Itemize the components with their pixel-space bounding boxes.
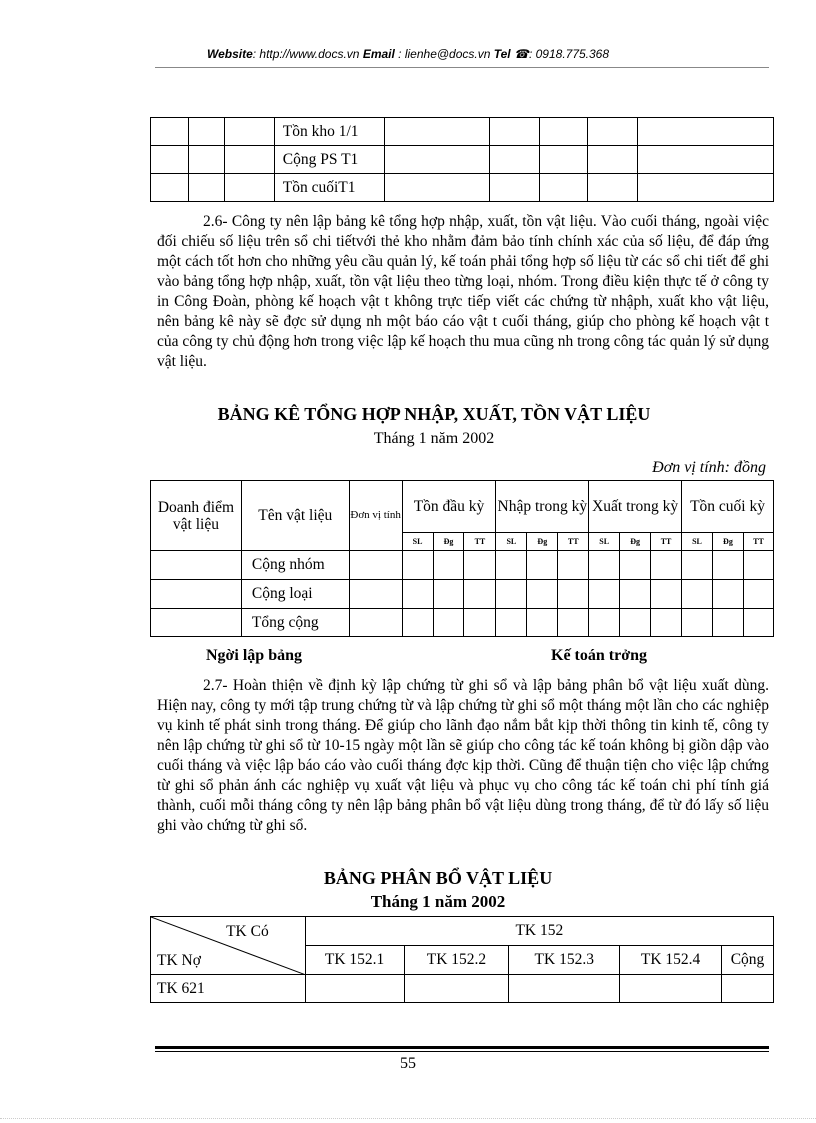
sub-header: TT <box>464 533 496 551</box>
col-header: TK 152.4 <box>620 946 722 975</box>
sub-header: SL <box>402 533 433 551</box>
alloc-subtitle: Tháng 1 năm 2002 <box>370 892 506 911</box>
summary-subtitle: Tháng 1 năm 2002 <box>373 430 495 447</box>
page-header <box>0 47 816 61</box>
phone-icon: ☎ <box>514 47 529 61</box>
tk-no-label: TK Nợ <box>157 952 201 969</box>
paragraph-text: 2.7- Hoàn thiện về định kỳ lập chứng từ ghi sổ và lập bảng phân bổ vật liệu xuất dùng. Hiện nay, công ty mới tập trung chứng từ và lập chứng từ ghi sổ một tháng một lần cho các nghiệp vụ kinh tế phát sinh trong tháng. Để giúp cho lãnh đạo nắm bắt kịp thời thông tin kinh tế, công ty nên lập chứng từ ghi sổ từ 10-15 ngày một lần sẽ giúp cho công tác kế toán không bị giồn dập vào cuối tháng và việc lập báo cáo vào cuối tháng đợc kịp thời. Cũng để thuận tiện cho việc lập chứng từ ghi sổ phản ánh các nghiệp vụ xuất vật liệu và phục vụ cho công tác kế toán chi phí tính giá thành, cuối mỗi tháng công ty nên lập bảng phân bổ vật liệu dùng trong tháng, để từ đó lấy số liệu ghi vào chứng từ ghi sổ. <box>157 677 769 834</box>
sub-header: SL <box>589 533 620 551</box>
header-divider <box>155 67 769 68</box>
top-table <box>150 117 774 202</box>
footer-divider-thick <box>155 1046 769 1049</box>
page-edge <box>0 1118 816 1119</box>
group-header: Tồn cuối kỳ <box>682 481 774 533</box>
email-value: : lienhe@docs.vn <box>398 47 491 61</box>
sub-header: SL <box>496 533 527 551</box>
footer-divider-thin <box>155 1051 769 1052</box>
col-header-doanh: Doanh điểm vật liệu <box>151 481 242 551</box>
sub-header: Đg <box>527 533 558 551</box>
group-header: Nhập trong kỳ <box>496 481 589 533</box>
row-label: Tồn kho 1/1 <box>274 118 384 146</box>
col-header: Cộng <box>722 946 774 975</box>
col-header: TK 152.2 <box>404 946 509 975</box>
website-value: : http://www.docs.vn <box>252 47 360 61</box>
row-label: Cộng PS T1 <box>274 146 384 174</box>
paragraph-2-6 <box>157 212 769 372</box>
sub-header: Đg <box>712 533 743 551</box>
website-label: Website <box>206 47 253 61</box>
sub-header: Đg <box>620 533 651 551</box>
col-header: TK 152.1 <box>305 946 404 975</box>
signature-preparer: Ngời lập bảng <box>206 647 302 664</box>
paragraph-2-7 <box>157 676 769 836</box>
table-row <box>151 551 774 580</box>
sub-header: TT <box>651 533 682 551</box>
table-row <box>151 975 774 1003</box>
table-row <box>151 118 774 146</box>
row-label: Tổng cộng <box>241 609 349 637</box>
alloc-table <box>150 916 774 1003</box>
signature-accountant: Kế toán trởng <box>551 647 647 664</box>
tel-value: : 0918.775.368 <box>528 47 610 61</box>
alloc-title: BẢNG PHÂN BỔ VẬT LIỆU <box>323 868 553 888</box>
tel-label: Tel <box>493 47 511 61</box>
email-label: Email <box>362 47 395 61</box>
table-row <box>151 146 774 174</box>
unit-label: Đơn vị tính: đồng <box>652 459 766 476</box>
table-row <box>151 580 774 609</box>
sub-header: TT <box>743 533 773 551</box>
col-header-dvt: Đơn vị tính <box>349 481 402 551</box>
row-label: Cộng loại <box>241 580 349 609</box>
group-header: Tồn đầu kỳ <box>402 481 496 533</box>
table-row <box>151 609 774 637</box>
group-header: Xuất trong kỳ <box>589 481 682 533</box>
tk152-header: TK 152 <box>305 917 773 946</box>
row-label: Cộng nhóm <box>241 551 349 580</box>
summary-table <box>150 480 774 637</box>
page-number: 55 <box>400 1055 416 1072</box>
col-header: TK 152.3 <box>509 946 620 975</box>
table-row <box>151 174 774 202</box>
sub-header: Đg <box>433 533 464 551</box>
diagonal-header <box>151 917 306 975</box>
paragraph-text: 2.6- Công ty nên lập bảng kê tổng hợp nhập, xuất, tồn vật liệu. Vào cuối tháng, ngoài việc đối chiếu số liệu trên sổ chi tiếtvới thẻ kho nhằm đảm bảo tính chính xác của số liệu, để đáp ứng một cách tốt hơn cho những yêu cầu quản lý, kế toán phải tổng hợp số liệu từ các sổ chi tiết để ghi vào bảng tổng hợp nhập, xuất, tồn vật liệu theo từng loại, nhóm. Trong điều kiện thực tế ở công ty in Công Đoàn, phòng kế hoạch vật t không trực tiếp viết các chứng từ nhậph, xuất kho vật liệu, nên bảng kê này sẽ đợc sử dụng nh một báo cáo vật t cuối tháng, giúp cho phòng kế hoạch vật t của công ty chủ động hơn trong việc lập kế hoạch thu mua cũng nh trong công tác quản lý sử dụng vật liệu. <box>157 213 769 370</box>
col-header-ten: Tên vật liệu <box>241 481 349 551</box>
row-label: TK 621 <box>151 975 306 1003</box>
sub-header: TT <box>558 533 589 551</box>
tk-co-label: TK Có <box>226 923 269 940</box>
summary-title: BẢNG KÊ TỔNG HỢP NHẬP, XUẤT, TỒN VẬT LIỆU <box>217 404 651 424</box>
row-label: Tồn cuốiT1 <box>274 174 384 202</box>
sub-header: SL <box>682 533 713 551</box>
